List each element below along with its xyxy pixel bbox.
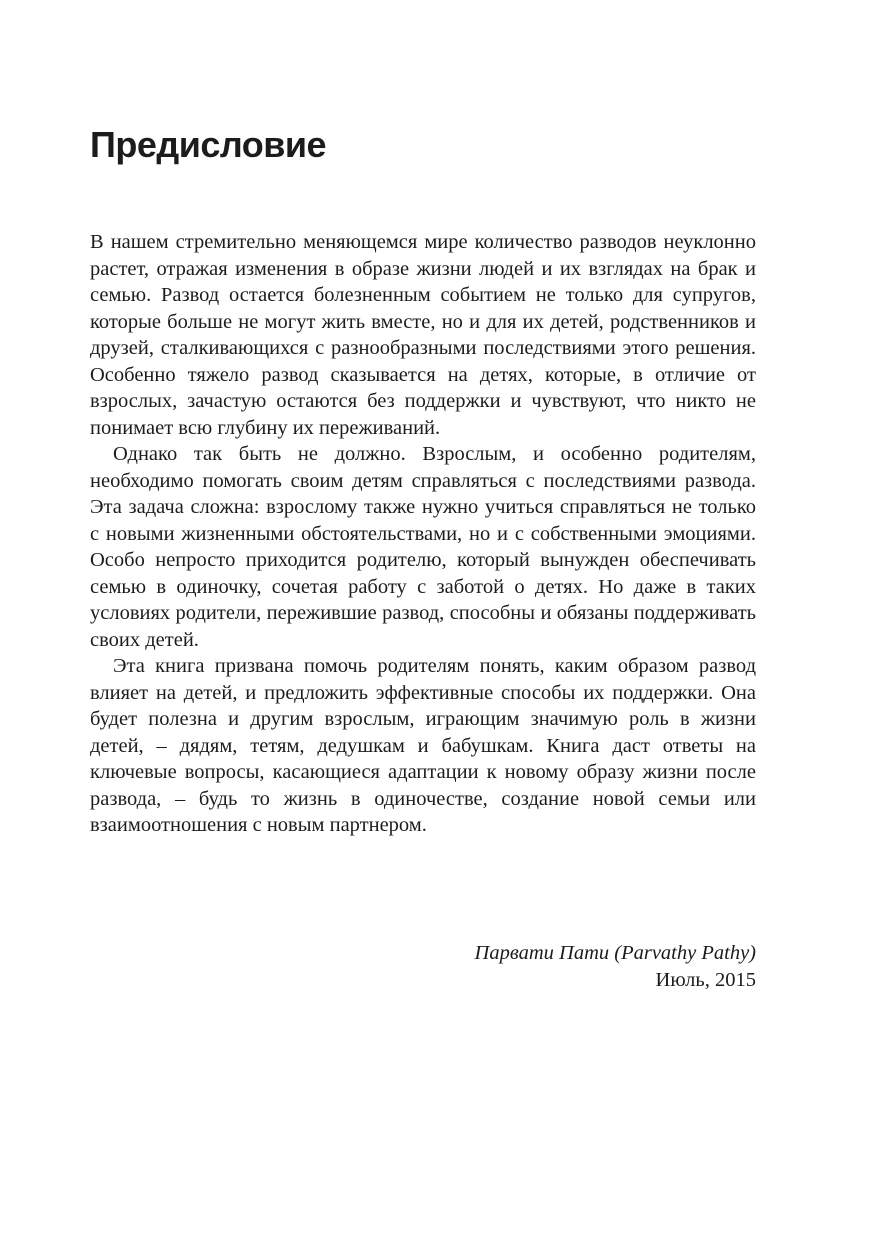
chapter-title: Предисловие (90, 124, 327, 165)
paragraph-3: Эта книга призвана помочь родителям понять, каким образом развод влияет на детей, и предложить эффективные способы их поддержки. Она будет полезна и другим взрослым, играющим значимую роль в жизни детей, – дядям, тетям, дедушкам и бабушкам. Книга даст ответы на ключевые вопросы, касающиеся адаптации к новому образу жизни после развода, – будь то жизнь в одиночестве, создание новой семьи или взаимоотношения с новым партнером. (90, 655, 756, 836)
preface-body (90, 229, 756, 839)
paragraph-1: В нашем стремительно меняющемся мире количество разводов неуклонно растет, отражая изменения в образе жизни людей и их взглядах на брак и семью. Развод остается болезненным событием не только для супругов, которые больше не могут жить вместе, но и для их детей, родственников и друзей, сталкивающихся с разнообразными последствиями этого решения. Особенно тяжело развод сказывается на детях, которые, в отличие от взрослых, зачастую остаются без поддержки и чувствуют, что никто не понимает всю глубину их переживаний. (90, 231, 756, 439)
signature-block (90, 940, 756, 994)
signature-date: Июль, 2015 (655, 969, 756, 991)
paragraph-2: Однако так быть не должно. Взрослым, и особенно родителям, необходимо помогать своим детям справляться с последствиями развода. Эта задача сложна: взрослому также нужно учиться справляться не только с новыми жизненными обстоятельствами, но и с собственными эмоциями. Особо непросто приходится родителю, который вынужден обеспечивать семью в одиночку, сочетая работу с заботой о детях. Но даже в таких условиях родители, пережившие развод, способны и обязаны поддерживать своих детей. (90, 443, 756, 651)
author-name: Парвати Пати (Parvathy Pathy) (474, 942, 756, 964)
